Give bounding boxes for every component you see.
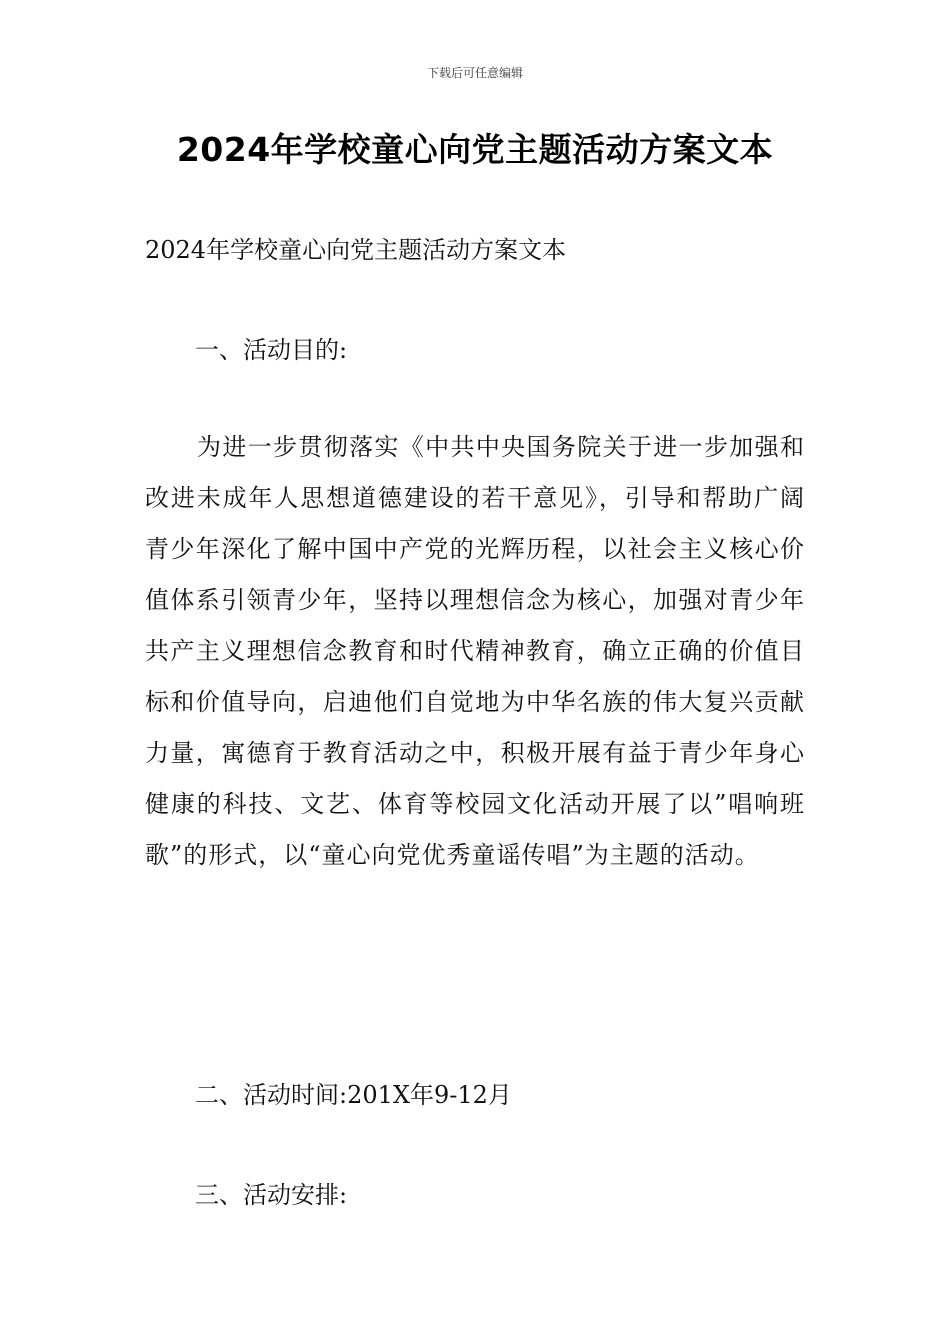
section-heading-arrangement: 三、活动安排:: [195, 1181, 348, 1209]
section-heading-purpose: 一、活动目的:: [195, 336, 348, 364]
section-heading-time: 二、活动时间:201X年9-12月: [195, 1081, 512, 1109]
header-note: 下载后可任意编辑: [426, 66, 523, 80]
section-body-purpose: 为进一步贯彻落实《中共中央国务院关于进一步加强和改进未成年人思想道德建设的若干意见》，引导和帮助广阔青少年深化了解中国中产党的光辉历程，以社会主义核心价值体系引领青少年，坚持以理想信念为核心，加强对青少年共产主义理想信念教育和时代精神教育，确立正确的价值目标和价值导向，启迪他们自觉地为中华名族的伟大复兴贡献力量，寓德育于教育活动之中，积极开展有益于青少年身心健康的科技、文艺、体育等校园文化活动开展了以”唱响班歌”的形式，以“童心向党优秀童谣传唱”为主题的活动。: [145, 433, 805, 869]
document-subtitle: 2024年学校童心向党主题活动方案文本: [145, 236, 567, 264]
document-title: 2024年学校童心向党主题活动方案文本: [176, 130, 774, 169]
